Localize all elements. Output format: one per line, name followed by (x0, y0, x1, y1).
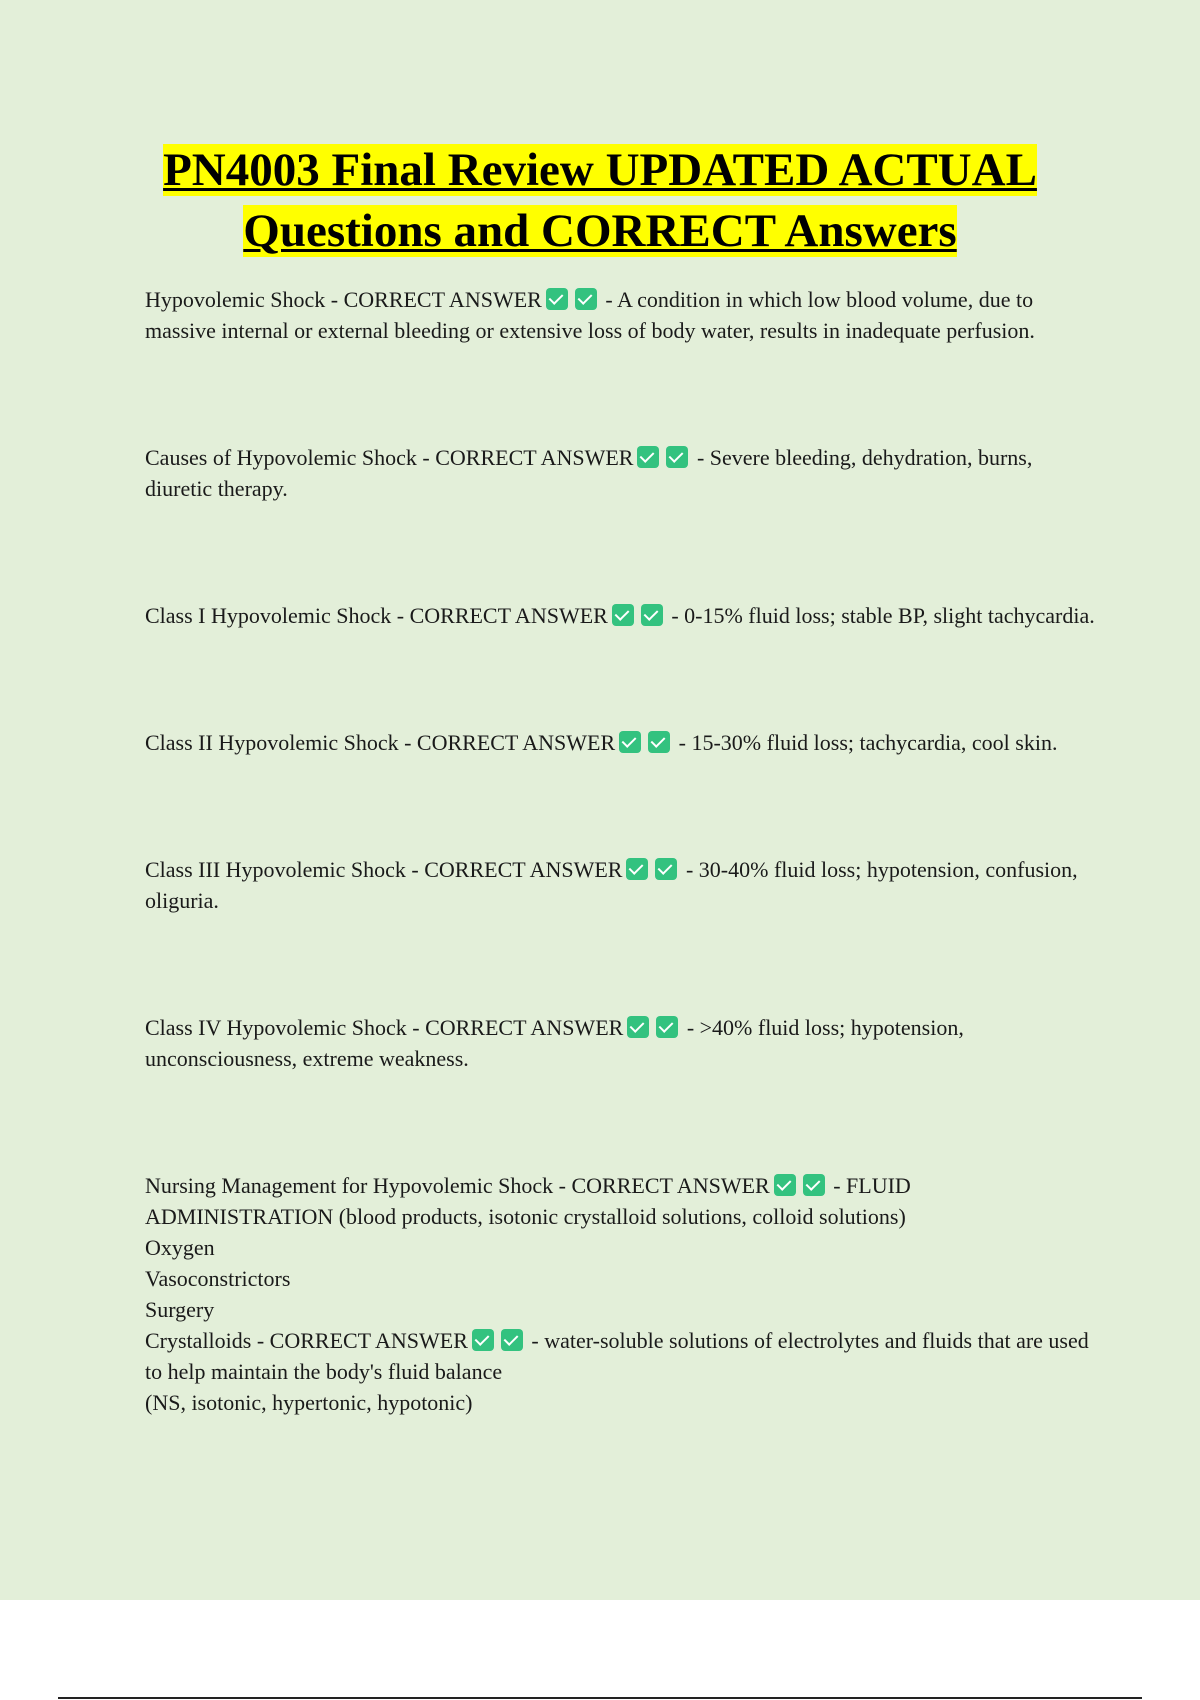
check-mark-icon (655, 858, 677, 880)
check-mark-icon (501, 1329, 523, 1351)
qa-entry (145, 442, 1095, 504)
qa-entry (145, 600, 1095, 631)
question-term: Hypovolemic Shock - CORRECT ANSWER (145, 287, 542, 312)
check-mark-icon (656, 1016, 678, 1038)
check-mark-icon (666, 446, 688, 468)
qa-text (145, 600, 1095, 631)
check-mark-icon (546, 288, 568, 310)
answer-text: - 0-15% fluid loss; stable BP, slight tachycardia. (665, 603, 1095, 628)
answer-text: - water-soluble solutions of electrolytes and fluids that are used to help maintain the body's fluid balance (145, 1328, 1089, 1384)
qa-text (145, 442, 1095, 504)
qa-entry (145, 1325, 1095, 1418)
answer-text: - FLUID ADMINISTRATION (blood products, isotonic crystalloid solutions, colloid solutions) (145, 1173, 911, 1229)
qa-text (145, 1170, 1095, 1232)
title-line-1: PN4003 Final Review UPDATED ACTUAL (163, 144, 1037, 196)
check-mark-icon (637, 446, 659, 468)
question-term: Class IV Hypovolemic Shock - CORRECT ANSWER (145, 1015, 624, 1040)
extra-line: Vasoconstrictors (145, 1266, 291, 1291)
question-term: Class II Hypovolemic Shock - CORRECT ANSWER (145, 730, 616, 755)
check-mark-icon (774, 1174, 796, 1196)
question-term: Class I Hypovolemic Shock - CORRECT ANSWER (145, 603, 608, 628)
qa-text (145, 727, 1095, 758)
qa-entry (145, 727, 1095, 758)
qa-text (145, 1012, 1095, 1074)
bottom-divider (58, 1697, 1142, 1699)
qa-text (145, 854, 1095, 916)
answer-text: - 15-30% fluid loss; tachycardia, cool skin. (673, 730, 1058, 755)
check-mark-icon (612, 604, 634, 626)
qa-text (145, 284, 1095, 346)
check-mark-icon (619, 731, 641, 753)
qa-entry (145, 1170, 1095, 1325)
check-mark-icon (803, 1174, 825, 1196)
title-line-2: Questions and CORRECT Answers (243, 205, 957, 257)
check-mark-icon (641, 604, 663, 626)
qa-entry (145, 1012, 1095, 1074)
qa-text (145, 1325, 1095, 1387)
answer-text: - A condition in which low blood volume, due to massive internal or external bleeding or extensive loss of body water, results in inadequate perfusion. (145, 287, 1035, 343)
check-mark-icon (472, 1329, 494, 1351)
qa-list (145, 284, 1095, 1418)
question-term: Causes of Hypovolemic Shock - CORRECT ANSWER (145, 445, 634, 470)
page-title (60, 140, 1140, 262)
check-mark-icon (575, 288, 597, 310)
extra-line: (NS, isotonic, hypertonic, hypotonic) (145, 1390, 473, 1415)
check-mark-icon (626, 858, 648, 880)
question-term: Class III Hypovolemic Shock - CORRECT ANSWER (145, 857, 623, 882)
answer-text: - >40% fluid loss; hypotension, unconsciousness, extreme weakness. (145, 1015, 964, 1071)
question-term: Crystalloids - CORRECT ANSWER (145, 1328, 468, 1353)
answer-text: - Severe bleeding, dehydration, burns, diuretic therapy. (145, 445, 1033, 501)
question-term: Nursing Management for Hypovolemic Shock - CORRECT ANSWER (145, 1173, 770, 1198)
qa-entry (145, 854, 1095, 916)
extra-line: Oxygen (145, 1235, 215, 1260)
extra-line: Surgery (145, 1297, 215, 1322)
answer-text: - 30-40% fluid loss; hypotension, confusion, oliguria. (145, 857, 1078, 913)
check-mark-icon (648, 731, 670, 753)
qa-entry (145, 284, 1095, 346)
check-mark-icon (627, 1016, 649, 1038)
